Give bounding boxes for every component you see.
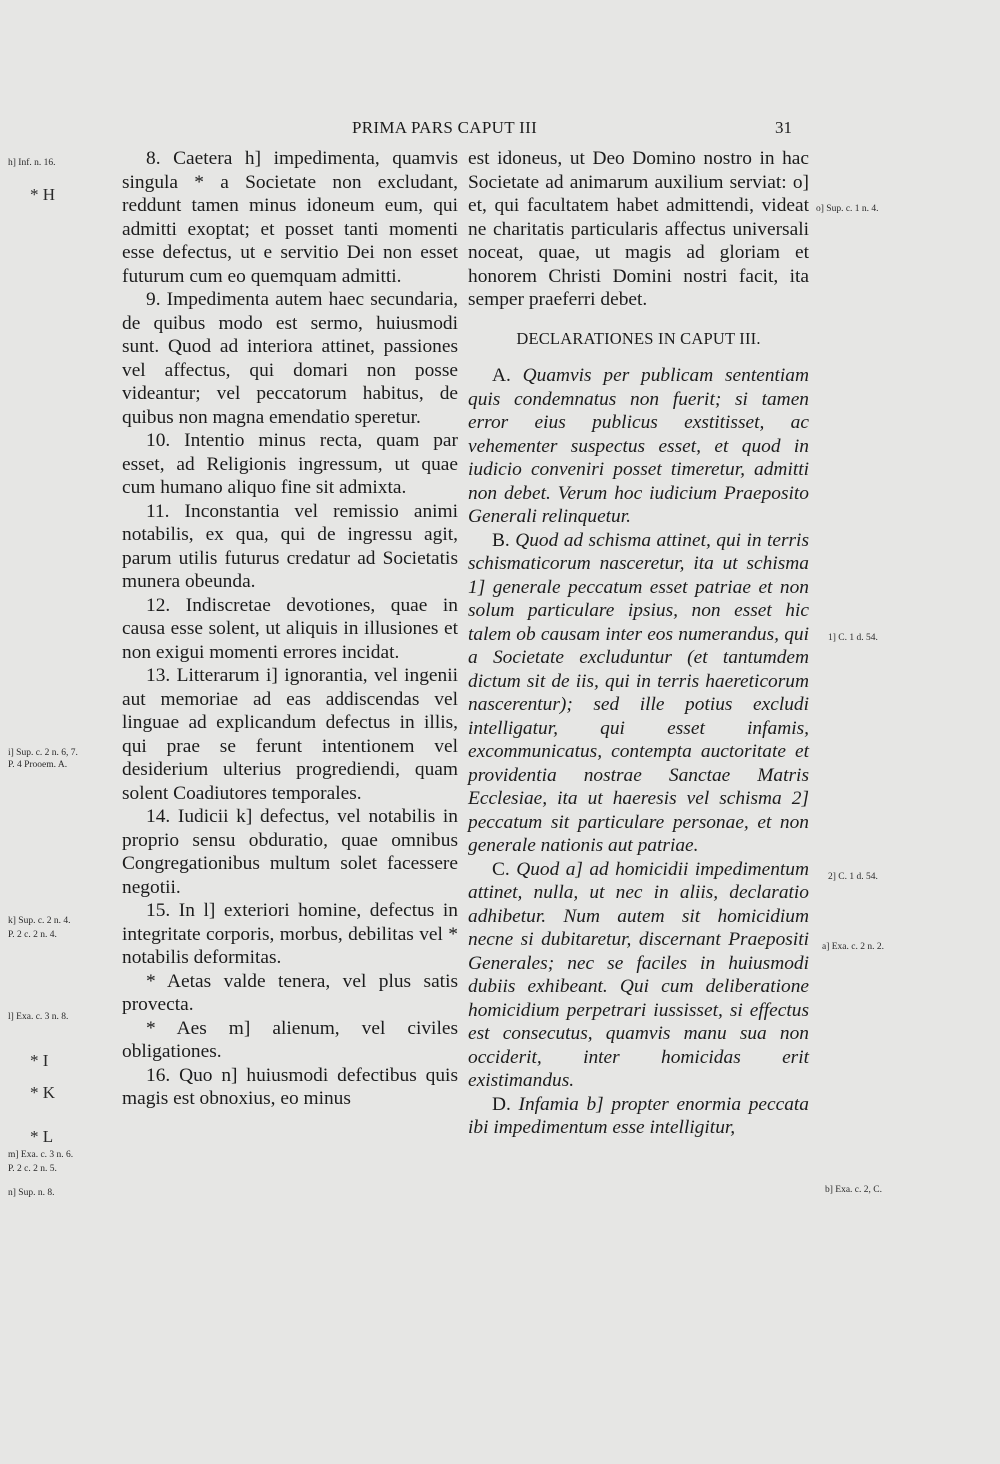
margin-note-n: n] Sup. n. 8. — [8, 1188, 55, 1198]
margin-note-h: h] Inf. n. 16. — [8, 158, 56, 168]
declaration-b — [468, 529, 809, 858]
paragraph-13: 13. Litterarum i] ignorantia, vel ingenii aut memoriae ad eas addiscendas vel linguae ad explicandum defectus in illis, qui prae se ferunt intentionem vel desiderium ulterius progrediendi, quam solent Coadiutores temporales. — [122, 665, 458, 804]
paragraph-12: 12. Indiscretae devotiones, quae in causa esse solent, ut aliquis in illusiones et non exigui momenti errores incidat. — [122, 594, 458, 663]
declaration-d-text: Infamia b] propter enormia peccata ibi impedimentum esse intelligitur, — [468, 1093, 810, 1138]
declaration-b-label: B. — [492, 529, 516, 551]
margin-note-o: o] Sup. c. 1 n. 4. — [816, 204, 879, 214]
margin-note-m-1: m] Exa. c. 3 n. 6. — [8, 1150, 74, 1160]
paragraph-9: 9. Impedimenta autem haec secundaria, de quibus modo est sermo, huiusmodi sunt. Quod ad interiora attinet, passiones vel affectus, qui domari non posse videantur; vel peccatorum habitus, de quibus non magna emendatio speretur. — [122, 289, 458, 428]
declaration-a — [468, 364, 809, 529]
margin-mark-H: * H — [30, 185, 56, 204]
right-text-column — [468, 147, 809, 1140]
margin-note-1: 1] C. 1 d. 54. — [828, 633, 878, 643]
margin-mark-L: * L — [30, 1127, 54, 1146]
paragraph-16-continued: est idoneus, ut Deo Domino nostro in hac Societate ad animarum auxilium serviat: o] et, qui facultatem habet admittendi, videat ne charitatis particularis affectus universali noceat, quae, ut magis ad gloriam et honorem Christi Domini nostri facit, ita semper praeferri debet. — [468, 148, 809, 310]
margin-note-k-1: k] Sup. c. 2 n. 4. — [8, 916, 71, 926]
paragraph-14: 14. Iudicii k] defectus, vel notabilis in proprio sensu obduratio, quae omnibus Congregationibus multum solet facessere negotii. — [122, 806, 458, 898]
paragraph-15: 15. In l] exteriori homine, defectus in integritate corporis, morbus, debilitas vel * notabilis deformitas. — [122, 900, 458, 968]
paragraph-aes: * Aes m] alienum, vel civiles obligationes. — [122, 1017, 458, 1062]
margin-note-2: 2] C. 1 d. 54. — [828, 872, 878, 882]
declaration-c — [468, 858, 809, 1093]
paragraph-10: 10. Intentio minus recta, quam par esset, ad Religionis ingressum, ut quae cum humano aliquo fine sit admixta. — [122, 430, 458, 498]
declaration-d — [468, 1093, 809, 1140]
margin-mark-K: * K — [30, 1083, 56, 1102]
margin-note-m-2: P. 2 c. 2 n. 5. — [8, 1164, 57, 1174]
paragraph-16: 16. Quo n] huiusmodi defectibus quis magis est obnoxius, eo minus — [122, 1064, 458, 1109]
declaration-c-label: C. — [492, 858, 517, 880]
margin-note-k-2: P. 2 c. 2 n. 4. — [8, 930, 57, 940]
declaration-b-text: Quod ad schisma attinet, qui in terris schismaticorum nasceretur, ita ut schisma 1] generale peccatum esset patriae et non solum particulare ipsius, non esset hic talem ob causam inter eos numerandus, qui a Societate excluduntur (et tantumdem dictum sit de iis, qui in terris haereticorum nascerentur); sed ille potius excludi intelligatur, qui esset infamis, excommunicatus, contempta auctoritate et providentia nostrae Sanctae Matris Ecclesiae, ita ut haeresis vel schisma 2] peccatum sit particulare personae, et non generale nationis aut patriae. — [468, 529, 809, 856]
paragraph-aetas: * Aetas valde tenera, vel plus satis provecta. — [122, 970, 458, 1015]
declaration-a-text: Quamvis per publicam sententiam quis condemnatus non fuerit; si tamen error eius publicus exstitisset, ac vehementer suspectus esset, et quod in iudicio conveniri posset timeretur, admitti non debet. Verum hoc iudicium Praeposito Generali relinquetur. — [468, 365, 809, 527]
page-header — [0, 118, 1000, 144]
margin-note-l: l] Exa. c. 3 n. 8. — [8, 1012, 69, 1022]
declaration-c-text: Quod a] ad homicidii impedimentum attinet, nulla, ut nec in aliis, declaratio adhibetur. Num autem sit homicidium necne si dubitaretur, discernant Praepositi Generales; nec se faciles in huiusmodi dubiis exhibeant. Qui cum deliberatione homicidium perpetrari iussisset, si effectus est consecutus, quamvis manu sua non occiderit, inter homicidas erit existimandus. — [468, 858, 809, 1091]
paragraph-11: 11. Inconstantia vel remissio animi notabilis, ex qua, qui de ingressu agit, parum utilis futurus credatur ad Societatis munera obeunda. — [122, 500, 458, 592]
paragraph-8: 8. Caetera h] impedimenta, quamvis singula * a Societate non excludant, reddunt tamen minus idoneum eum, qui admitti exoptat; et posset tanti momenti esse defectus, ut e servitio Dei non esset futurum cum eo quemquam admitti. — [122, 148, 458, 287]
declaration-d-label: D. — [492, 1093, 519, 1115]
margin-note-a: a] Exa. c. 2 n. 2. — [822, 942, 884, 952]
declaration-a-label: A. — [492, 365, 523, 386]
margin-note-b: b] Exa. c. 2, C. — [825, 1185, 882, 1195]
running-title: PRIMA PARS CAPUT III — [352, 118, 538, 137]
margin-mark-I: * I — [30, 1051, 49, 1070]
left-text-column — [122, 147, 458, 1111]
margin-note-i-1: i] Sup. c. 2 n. 6, 7. — [8, 748, 78, 758]
page-number: 31 — [775, 118, 792, 137]
margin-note-i-2: P. 4 Prooem. A. — [8, 760, 68, 770]
section-heading: DECLARATIONES IN CAPUT III. — [516, 328, 761, 348]
